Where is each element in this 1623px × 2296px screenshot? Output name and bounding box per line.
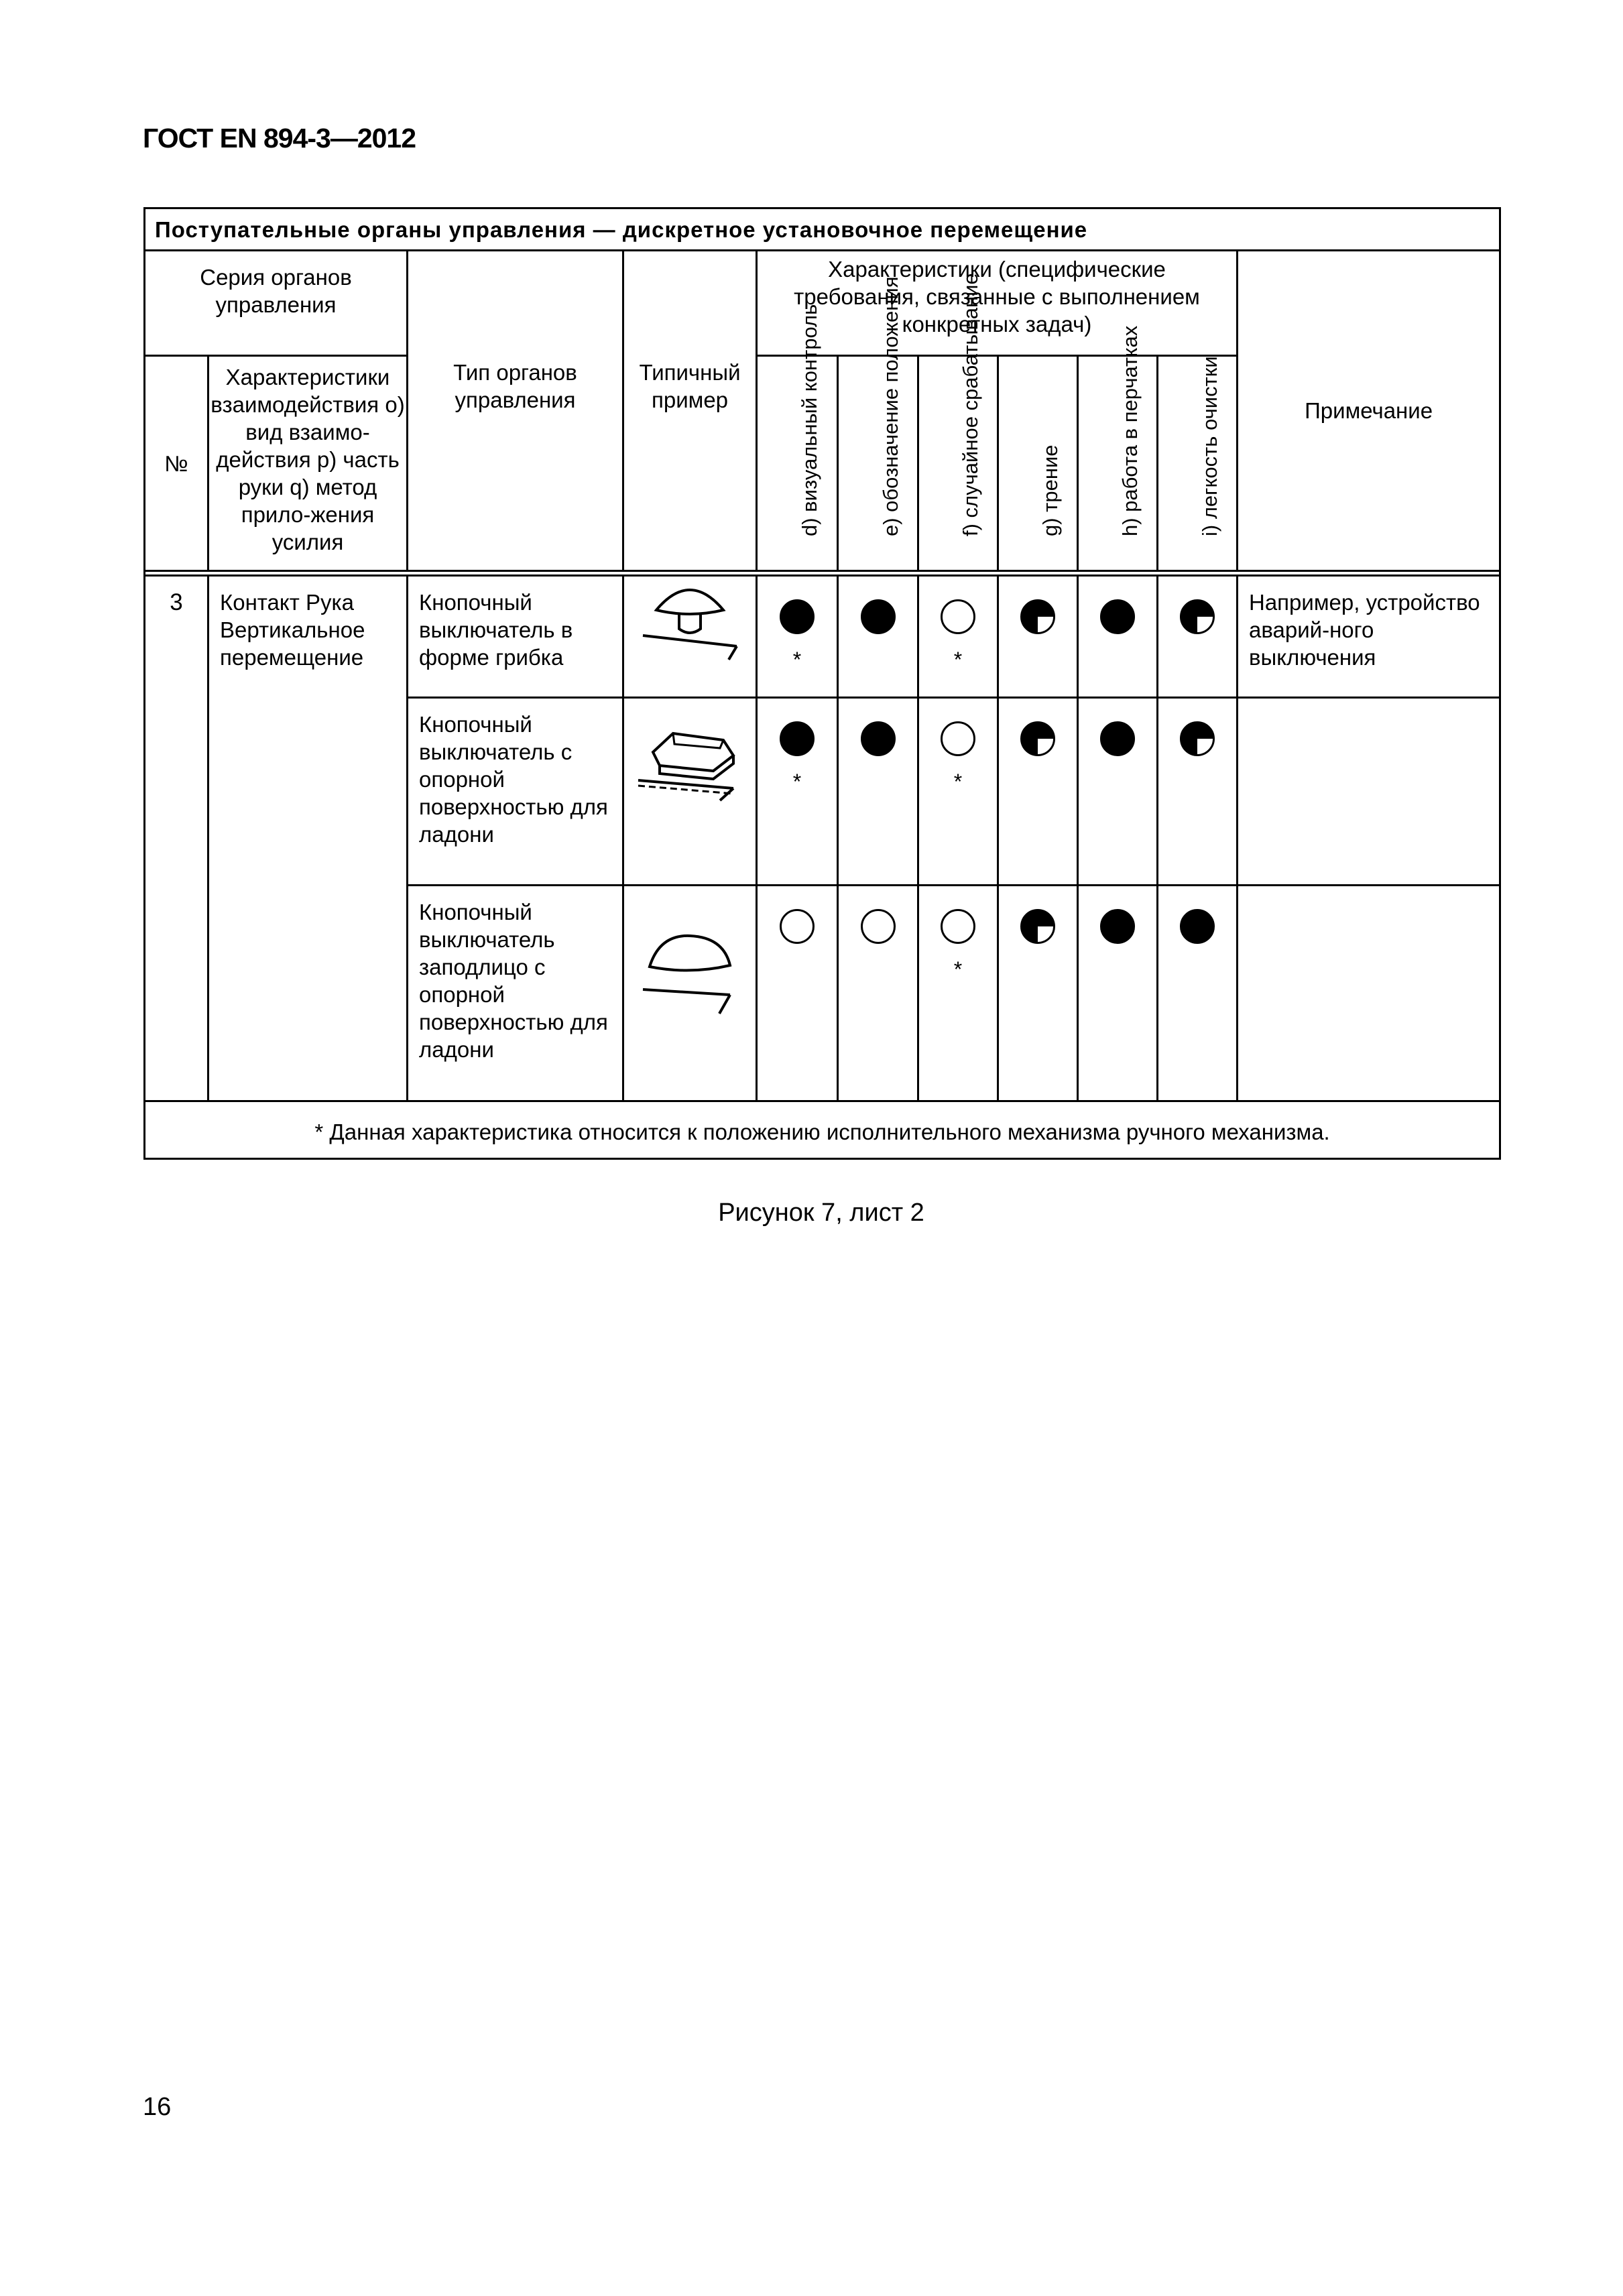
characteristics-header: Характеристики (специфические требования, связанные с выполнением конкретных задач) <box>757 251 1238 356</box>
row-2-note <box>1238 698 1500 886</box>
col-header-h: h) работа в перчатках <box>1078 356 1158 571</box>
rating-symbol <box>861 909 896 944</box>
type-header: Тип органов управления <box>408 251 623 571</box>
rating-symbol <box>1020 599 1055 634</box>
row-1-rating-f: * <box>918 576 998 698</box>
number-header: № <box>145 356 208 571</box>
col-header-f: f) случайное срабатывание <box>918 356 998 571</box>
example-header: Типичный пример <box>623 251 757 571</box>
row-3-type: Кнопочный выключатель заподлицо с опорной поверхностью для ладони <box>408 886 623 1101</box>
row-1-type: Кнопочный выключатель в форме грибка <box>408 576 623 698</box>
col-header-d: d) визуальный контроль <box>757 356 838 571</box>
rating-symbol <box>1100 909 1135 944</box>
row-3-rating-d <box>757 886 838 1101</box>
row-2-example <box>623 698 757 886</box>
row-1-rating-e <box>838 576 918 698</box>
rating-symbol <box>1020 721 1055 756</box>
rating-symbol <box>941 599 975 634</box>
row-1-rating-h <box>1078 576 1158 698</box>
document-header: ГОСТ EN 894-3—2012 <box>143 123 416 154</box>
rating-symbol <box>1100 599 1135 634</box>
rating-symbol <box>1020 909 1055 944</box>
rating-symbol <box>941 721 975 756</box>
rating-symbol <box>861 721 896 756</box>
row-2-rating-e <box>838 698 918 886</box>
series-header: Серия органов управления <box>145 251 408 356</box>
row-1-example <box>623 576 757 698</box>
rating-symbol <box>1180 721 1215 756</box>
note-header: Примечание <box>1238 251 1500 571</box>
rating-symbol <box>780 909 815 944</box>
table-title: Поступательные органы управления — дискретное установочное перемещение <box>145 208 1500 251</box>
row-1-rating-g <box>998 576 1078 698</box>
rating-symbol <box>1100 721 1135 756</box>
palm-button-sketch <box>633 719 747 819</box>
group-number: 3 <box>145 576 208 1101</box>
flush-button-sketch <box>636 920 743 1027</box>
row-3-example <box>623 886 757 1101</box>
row-1-note: Например, устройство аварий-ного выключения <box>1238 576 1500 698</box>
col-header-g: g) трение <box>998 356 1078 571</box>
col-header-i: i) легкость очистки <box>1158 356 1238 571</box>
rating-symbol <box>1180 599 1215 634</box>
row-3-rating-e <box>838 886 918 1101</box>
row-3-rating-f: * <box>918 886 998 1101</box>
row-2-rating-d: * <box>757 698 838 886</box>
row-3-rating-h <box>1078 886 1158 1101</box>
row-3-note <box>1238 886 1500 1101</box>
row-3-rating-i <box>1158 886 1238 1101</box>
row-1-rating-d: * <box>757 576 838 698</box>
rating-symbol <box>780 721 815 756</box>
row-1-rating-i <box>1158 576 1238 698</box>
row-2-type: Кнопочный выключатель с опорной поверхностью для ладони <box>408 698 623 886</box>
characteristics-table <box>143 207 1501 1160</box>
mushroom-button-sketch <box>636 577 743 677</box>
row-3-rating-g <box>998 886 1078 1101</box>
row-2-rating-h <box>1078 698 1158 886</box>
row-2-rating-f: * <box>918 698 998 886</box>
rating-symbol <box>941 909 975 944</box>
rating-symbol <box>780 599 815 634</box>
col-header-e: e) обозначение положения <box>838 356 918 571</box>
figure-caption: Рисунок 7, лист 2 <box>718 1199 924 1227</box>
page-number: 16 <box>143 2093 172 2121</box>
row-2-rating-i <box>1158 698 1238 886</box>
rating-symbol <box>861 599 896 634</box>
table-footnote: * Данная характеристика относится к положению исполнительного механизма ручного механизма. <box>145 1101 1500 1159</box>
interaction-header: Характеристики взаимодействия o) вид взаимо-действия p) часть руки q) метод прило-жения усилия <box>208 356 408 571</box>
row-2-rating-g <box>998 698 1078 886</box>
group-interaction: Контакт Рука Вертикальное перемещение <box>208 576 408 1101</box>
rating-symbol <box>1180 909 1215 944</box>
